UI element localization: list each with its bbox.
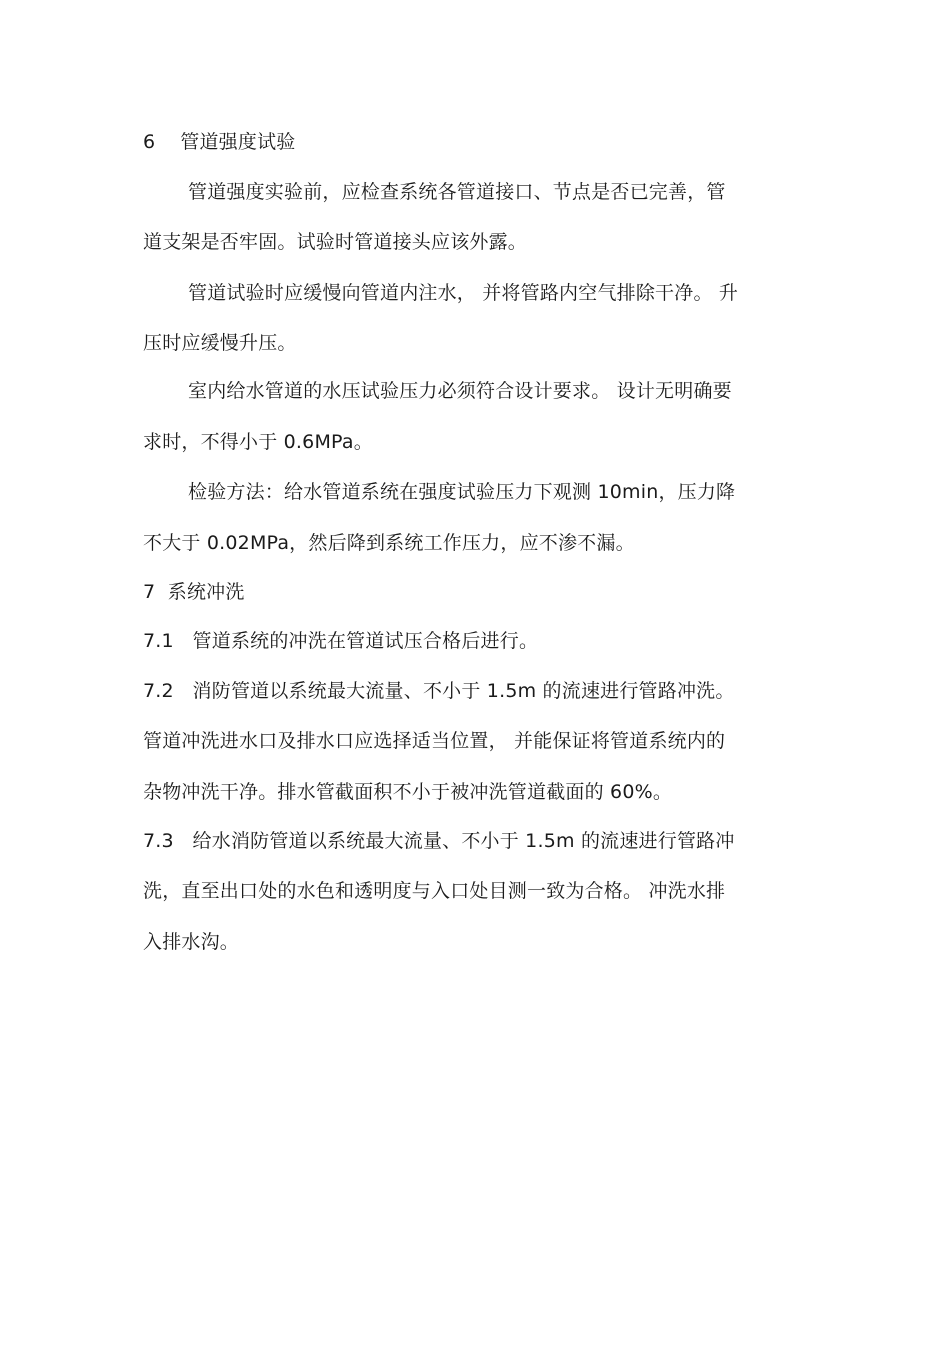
section-heading-7	[143, 580, 245, 604]
paragraph-line: 洗，直至出口处的水色和透明度与入口处目测一致为合格。 冲洗水排	[143, 880, 726, 902]
paragraph-line: 道支架是否牢固。试验时管道接头应该外露。	[143, 231, 528, 253]
paragraph-line: 室内给水管道的水压试验压力必须符合设计要求。 设计无明确要	[188, 380, 732, 402]
section-heading-6	[143, 130, 295, 154]
list-item-7-2	[143, 679, 735, 703]
section-number: 6	[143, 131, 156, 153]
paragraph-line: 杂物冲洗干净。排水管截面积不小于被冲洗管道截面的 60%。	[143, 781, 673, 803]
item-text: 管道系统的冲洗在管道试压合格后进行。	[192, 630, 539, 652]
list-item-7-3	[143, 829, 735, 853]
list-item-7-1	[143, 629, 538, 653]
item-number: 7.1	[143, 630, 174, 652]
item-number: 7.2	[143, 680, 174, 702]
paragraph-line: 入排水沟。	[143, 931, 240, 953]
section-number: 7	[143, 581, 156, 603]
section-title: 系统冲洗	[167, 581, 245, 603]
paragraph-line: 求时，不得小于 0.6MPa。	[143, 431, 373, 453]
paragraph-line: 管道冲洗进水口及排水口应选择适当位置， 并能保证将管道系统内的	[143, 730, 726, 752]
item-text: 消防管道以系统最大流量、不小于 1.5m 的流速进行管路冲洗。	[192, 680, 735, 702]
item-number: 7.3	[143, 830, 174, 852]
paragraph-line: 不大于 0.02MPa，然后降到系统工作压力，应不渗不漏。	[143, 532, 635, 554]
paragraph-line: 检验方法：给水管道系统在强度试验压力下观测 10min，压力降	[188, 481, 736, 503]
paragraph-line: 管道试验时应缓慢向管道内注水， 并将管路内空气排除干净。 升	[188, 282, 739, 304]
paragraph-line: 管道强度实验前，应检查系统各管道接口、节点是否已完善，管	[188, 181, 726, 203]
section-title: 管道强度试验	[180, 131, 296, 153]
item-text: 给水消防管道以系统最大流量、不小于 1.5m 的流速进行管路冲	[192, 830, 735, 852]
paragraph-line: 压时应缓慢升压。	[143, 332, 297, 354]
